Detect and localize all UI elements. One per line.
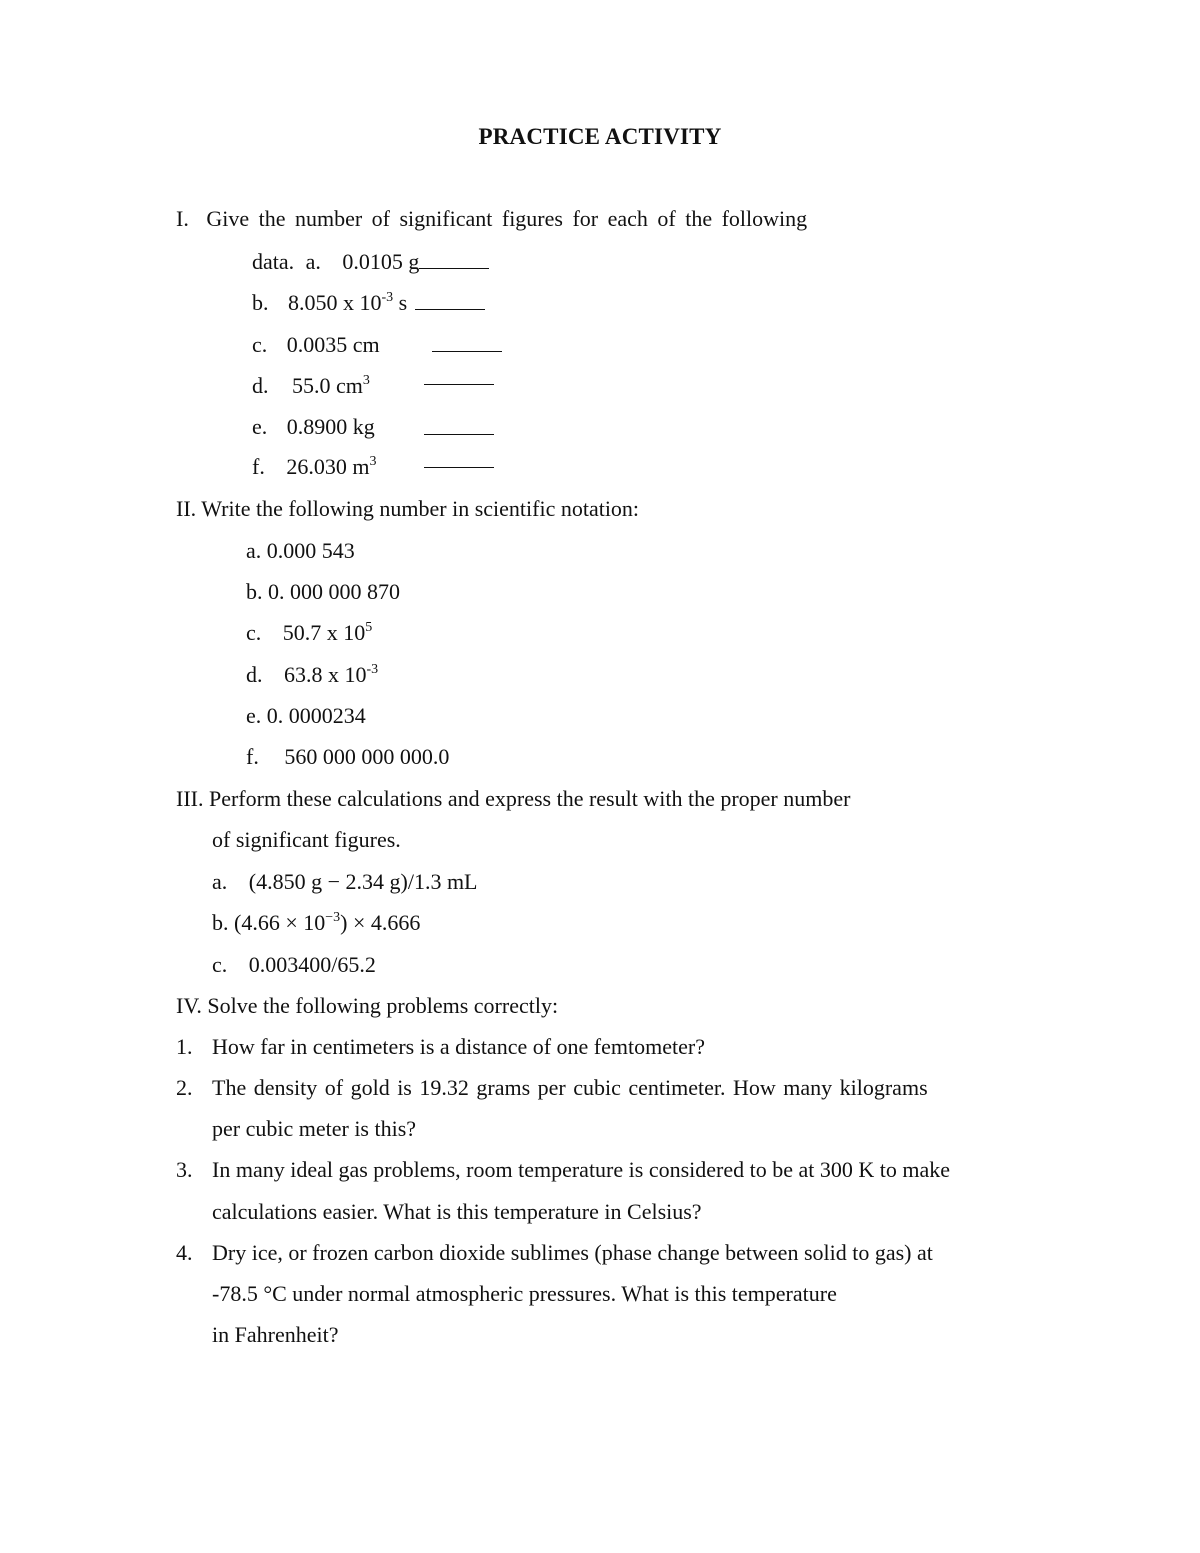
sci-item-b xyxy=(246,581,400,603)
sigfig-label: b. xyxy=(252,290,269,315)
answer-blank[interactable] xyxy=(424,449,494,468)
sci-label: b. xyxy=(246,579,263,604)
problem-1-text: How far in centimeters is a distance of one femtometer? xyxy=(212,1034,705,1059)
sci-label: d. xyxy=(246,662,263,687)
calc-expression: (4.66 × 10 xyxy=(234,910,326,935)
sigfig-unit: s xyxy=(393,290,408,315)
answer-blank[interactable] xyxy=(415,308,485,310)
problem-2-number: 2. xyxy=(176,1075,193,1100)
sci-value: 50.7 x 10 xyxy=(282,620,366,645)
sci-item-f xyxy=(246,746,449,768)
sigfig-label: e. xyxy=(252,414,268,439)
sigfig-item-c xyxy=(252,334,380,356)
calc-label: a. xyxy=(212,869,228,894)
sigfig-exponent: 3 xyxy=(369,454,377,469)
calc-expression: (4.850 g − 2.34 g)/1.3 mL xyxy=(248,869,478,894)
problem-3-text-cont: calculations easier. What is this temperature in Celsius? xyxy=(212,1199,702,1224)
sigfig-label: a. xyxy=(305,249,321,274)
answer-blank[interactable] xyxy=(419,267,489,269)
answer-blank[interactable] xyxy=(424,416,494,435)
problem-2-text-cont: per cubic meter is this? xyxy=(212,1116,417,1141)
sci-item-e xyxy=(246,705,366,727)
section-1-number: I. xyxy=(176,206,189,231)
sigfig-label: d. xyxy=(252,373,269,398)
problem-2-text: The density of gold is 19.32 grams per cubic centimeter. How many kilograms xyxy=(212,1075,928,1100)
sigfig-value: 0.0035 cm xyxy=(286,332,380,357)
calc-label: b. xyxy=(212,910,229,935)
calc-expression: 0.003400/65.2 xyxy=(248,952,376,977)
sigfig-value: 8.050 x 10 xyxy=(288,290,382,315)
section-4-heading: IV. Solve the following problems correctly: xyxy=(176,993,559,1018)
sigfig-item-d xyxy=(252,375,370,397)
sci-label: e. xyxy=(246,703,262,728)
sigfig-item-a xyxy=(252,251,489,273)
problem-3-text: In many ideal gas problems, room temperature is considered to be at 300 K to make xyxy=(212,1157,951,1182)
sci-value: 0.000 543 xyxy=(266,538,355,563)
calc-item-b xyxy=(212,912,420,934)
problem-4-text: Dry ice, or frozen carbon dioxide sublimes (phase change between solid to gas) at xyxy=(212,1240,933,1265)
sigfig-label: c. xyxy=(252,332,268,357)
section-1-text: Give the number of significant figures for each of the following xyxy=(206,206,808,231)
problem-4-text-cont-2: in Fahrenheit? xyxy=(212,1322,339,1347)
problem-1-number: 1. xyxy=(176,1034,193,1059)
sigfig-exponent: -3 xyxy=(381,290,394,305)
calc-item-a xyxy=(212,871,478,893)
problem-3-number: 3. xyxy=(176,1157,193,1182)
page-title: PRACTICE ACTIVITY xyxy=(478,124,722,149)
sigfig-label: f. xyxy=(252,454,265,479)
sigfig-item-b xyxy=(252,292,485,314)
sigfig-exponent: 3 xyxy=(362,373,370,388)
section-3-heading-cont: of significant figures. xyxy=(212,827,401,852)
sci-value: 0. 000 000 870 xyxy=(268,579,400,604)
calc-expression-tail: ) × 4.666 xyxy=(340,910,421,935)
sci-exponent: 5 xyxy=(365,620,373,635)
problem-4-number: 4. xyxy=(176,1240,193,1265)
calc-item-c xyxy=(212,954,376,976)
answer-blank[interactable] xyxy=(432,333,502,352)
sci-item-d xyxy=(246,664,378,686)
sigfig-item-f xyxy=(252,456,376,478)
sci-label: a. xyxy=(246,538,262,563)
problem-4-text-cont: -78.5 °C under normal atmospheric pressures. What is this temperature xyxy=(212,1281,837,1306)
sigfig-value: 26.030 m xyxy=(286,454,370,479)
section-2-heading: II. Write the following number in scientific notation: xyxy=(176,496,640,521)
calc-exponent: −3 xyxy=(325,910,341,925)
sigfig-lead: data. xyxy=(252,249,295,274)
sci-value: 0. 0000234 xyxy=(266,703,366,728)
sci-value: 63.8 x 10 xyxy=(284,662,367,687)
sci-label: c. xyxy=(246,620,262,645)
sci-value: 560 000 000 000.0 xyxy=(284,744,450,769)
answer-blank[interactable] xyxy=(424,366,494,385)
section-1-heading xyxy=(176,208,807,230)
calc-label: c. xyxy=(212,952,228,977)
sigfig-value: 0.0105 g xyxy=(342,249,420,274)
sci-item-a xyxy=(246,540,355,562)
sigfig-item-e xyxy=(252,416,375,438)
sci-exponent: -3 xyxy=(366,662,379,677)
section-3-heading: III. Perform these calculations and express the result with the proper number xyxy=(176,786,851,811)
sigfig-value: 55.0 cm xyxy=(292,373,363,398)
sci-item-c xyxy=(246,622,372,644)
sigfig-value: 0.8900 kg xyxy=(286,414,375,439)
sci-label: f. xyxy=(246,744,259,769)
